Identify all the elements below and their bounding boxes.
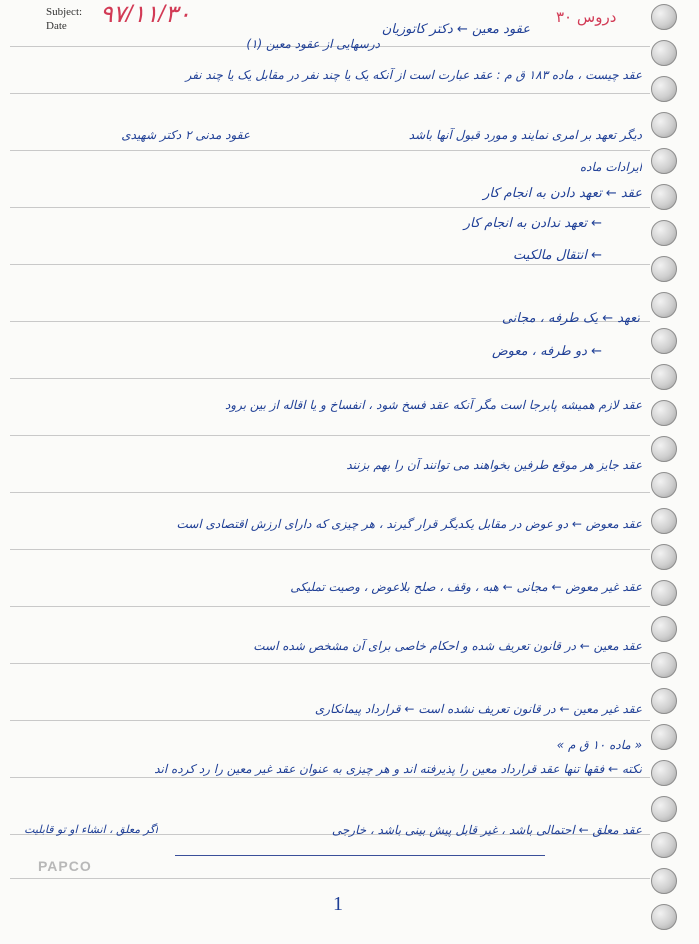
- page-number: 1: [333, 893, 343, 915]
- binding-ring: [651, 292, 677, 318]
- binding-ring: [651, 112, 677, 138]
- binding-ring: [651, 796, 677, 822]
- paper-brand-logo: PAPCO: [38, 858, 92, 874]
- note-line: عقد غیر معوض ← مجانی ← هبه ، وقف ، صلح بلاعوض ، وصیت تملیکی: [290, 580, 642, 594]
- binding-ring: [651, 652, 677, 678]
- ruled-line: [10, 549, 650, 550]
- note-line: ایرادات ماده: [579, 160, 642, 174]
- binding-ring: [651, 4, 677, 30]
- binding-ring: [651, 580, 677, 606]
- binding-ring: [651, 400, 677, 426]
- binding-ring: [651, 616, 677, 642]
- note-line: عقود مدنی ۲ دکتر شهیدی: [121, 128, 250, 142]
- note-line: تعهد ← یک طرفه ، مجانی: [501, 311, 640, 326]
- note-line: ← تعهد ندادن به انجام کار: [463, 216, 602, 231]
- ruled-line: [10, 207, 650, 208]
- note-line: عقد معلق ← احتمالی باشد ، غیر قابل پیش بینی باشد ، خارجی: [331, 823, 642, 837]
- binding-ring: [651, 472, 677, 498]
- note-line: عقد چیست ، ماده ۱۸۳ ق م : عقد عبارت است از آنکه یک یا چند نفر در مقابل یک یا چند نفر: [185, 68, 642, 82]
- subject-label: Subject:: [46, 6, 83, 18]
- binding-ring: [651, 184, 677, 210]
- binding-ring: [651, 868, 677, 894]
- binding-ring: [651, 148, 677, 174]
- binding-ring: [651, 544, 677, 570]
- date-label: Date: [46, 20, 67, 32]
- ruled-line: [10, 93, 650, 94]
- ruled-line: [10, 777, 650, 778]
- note-line: عقد جایز هر موقع طرفین بخواهند می توانند آن را بهم بزنند: [346, 458, 642, 472]
- ruled-line: [10, 435, 650, 436]
- binding-ring: [651, 364, 677, 390]
- binding-ring: [651, 688, 677, 714]
- note-line: عقد معوض ← دو عوض در مقابل یکدیگر قرار گیرند ، هر چیزی که دارای ارزش اقتصادی است: [176, 517, 642, 531]
- ruled-line: [10, 720, 650, 721]
- note-line: ← دو طرفه ، معوض: [491, 344, 602, 359]
- binding-ring: [651, 220, 677, 246]
- ruled-line: [10, 150, 650, 151]
- binding-ring: [651, 76, 677, 102]
- binding-ring: [651, 40, 677, 66]
- binding-ring: [651, 328, 677, 354]
- binding-ring: [651, 256, 677, 282]
- binding-ring: [651, 760, 677, 786]
- note-line: نکته ← فقها تنها عقد قرارداد معین را پذیرفته اند و هر چیزی به عنوان عقد غیر معین را رد کرده اند: [154, 762, 642, 776]
- note-line: « ماده ۱۰ ق م »: [556, 738, 642, 752]
- note-line: اگر معلق ، انشاء او تو قابلیت: [24, 823, 158, 836]
- note-line: عقد ← تعهد دادن به انجام کار: [483, 186, 642, 201]
- binding-ring: [651, 832, 677, 858]
- top-right-note: دروس ۳۰: [556, 8, 617, 26]
- note-line: دیگر تعهد بر امری نمایند و مورد قبول آنها باشد: [408, 128, 642, 142]
- ruled-line: [10, 378, 650, 379]
- ruled-line: [10, 606, 650, 607]
- binding-ring: [651, 508, 677, 534]
- underline-rule: [175, 855, 545, 856]
- subtitle-line: درسهایی از عقود معین (۱): [246, 37, 380, 51]
- ruled-line: [10, 264, 650, 265]
- title-line: عقود معین ← دکتر کاتوزیان: [381, 22, 530, 37]
- note-line: ← انتقال مالکیت: [512, 248, 602, 263]
- date-value: ۹۷/۱۱/۳۰: [100, 1, 191, 28]
- ruled-line: [10, 492, 650, 493]
- binding-ring: [651, 436, 677, 462]
- ruled-line: [10, 878, 650, 879]
- note-line: عقد معین ← در قانون تعریف شده و احکام خاصی برای آن مشخص شده است: [253, 639, 642, 653]
- binding-ring: [651, 904, 677, 930]
- note-line: عقد غیر معین ← در قانون تعریف نشده است ← قرارداد پیمانکاری: [314, 702, 642, 716]
- binding-ring: [651, 724, 677, 750]
- ruled-line: [10, 663, 650, 664]
- note-line: عقد لازم همیشه پابرجا است مگر آنکه عقد فسخ شود ، انفساخ و یا اقاله از بین برود: [224, 398, 642, 412]
